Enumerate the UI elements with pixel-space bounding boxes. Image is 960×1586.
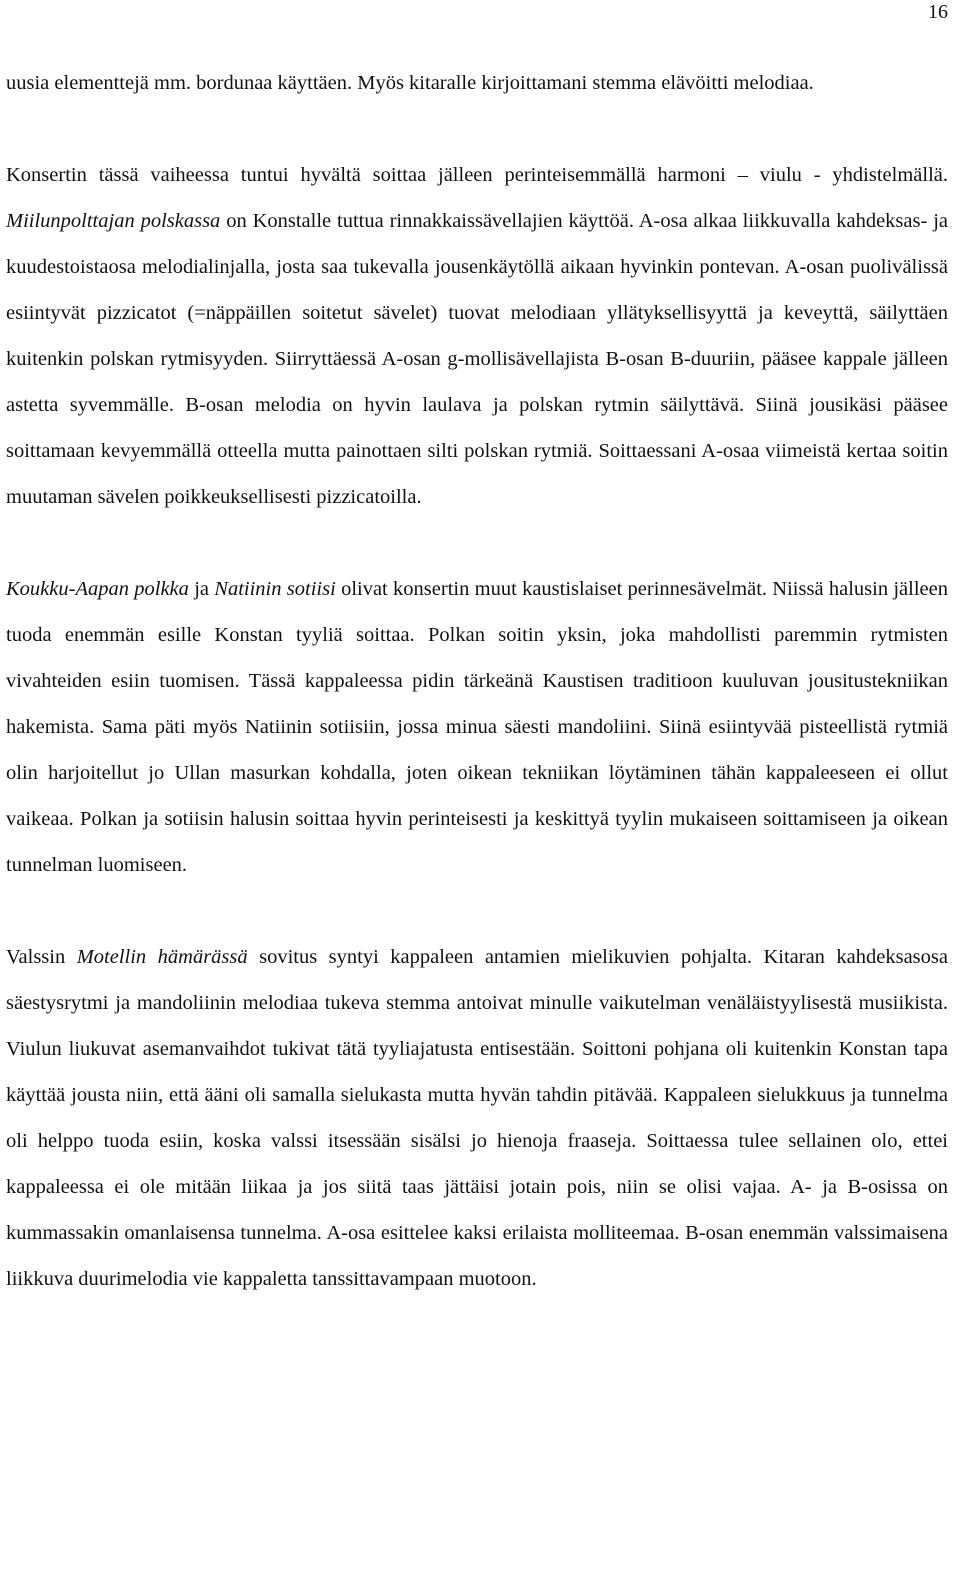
song-title: Koukku-Aapan polkka [6,578,189,600]
paragraph-text: sovitus syntyi kappaleen antamien mielikuvien pohjalta. Kitaran kahdeksasosa säestysrytmi ja mandoliinin melodiaa tukeva stemma antoivat minulle vaikutelman venäläistyylisestä musiikista. Viulun liukuvat asemanvaihdot tukivat tätä tyyliajatusta entisestään. Soittoni pohjana oli kuitenkin Konstan tapa käyttää jousta niin, että ääni oli samalla sielukasta mutta hyvän tahdin pitävää. Kappaleen sielukkuus ja tunnelma oli helppo tuoda esiin, koska valssi itsessään sisälsi jo hienoja fraaseja. Soittaessa tulee sellainen olo, ettei kappaleessa ei ole mitään liikaa ja jos siitä taas jättäisi jotain pois, niin se olisi vajaa. A- ja B-osissa on kummassakin omanlaisensa tunnelma. A-osa esittelee kaksi erilaista molliteemaa. B-osan enemmän valssimaisena liikkuva duurimelodia vie kappaletta tanssittavampaan muotoon. [6,946,948,1290]
paragraph-text: ja [188,578,215,600]
paragraph-text: Konsertin tässä vaiheessa tuntui hyvältä soittaa jälleen perinteisemmällä harmoni – viulu - yhdistelmällä. [6,164,948,186]
page-number: 16 [928,1,948,23]
document-body [6,60,948,1302]
song-title: Miilunpolttajan polskassa [6,210,221,232]
song-title: Motellin hämärässä [76,946,248,968]
paragraph-text: Valssin [6,946,77,968]
paragraph-polkka-sotiisi [6,566,948,888]
paragraph-valssi [6,934,948,1302]
paragraph-intro-continuation [6,60,948,106]
song-title: Natiinin sotiisi [214,578,336,600]
paragraph-text: uusia elementtejä mm. bordunaa käyttäen. Myös kitaralle kirjoittamani stemma elävöitti melodiaa. [6,72,814,94]
paragraph-text: on Konstalle tuttua rinnakkaissävellajien käyttöä. A-osa alkaa liikkuvalla kahdeksas- ja kuudestoistaosa melodialinjalla, josta saa tukevalla jousenkäytöllä aikaan hyvinkin pontevan. A-osan puolivälissä esiintyvät pizzicatot (=näppäillen soitetut sävelet) tuovat melodiaan yllätyksellisyyttä ja keveyttä, säilyttäen kuitenkin polskan rytmisyyden. Siirryttäessä A-osan g-mollisävellajista B-osan B-duuriin, pääsee kappale jälleen astetta syvemmälle. B-osan melodia on hyvin laulava ja polskan rytmin säilyttävä. Siinä jousikäsi pääsee soittamaan kevyemmällä otteella mutta painottaen silti polskan rytmiä. Soittaessani A-osaa viimeistä kertaa soitin muutaman sävelen poikkeuksellisesti pizzicatoilla. [6,210,948,508]
paragraph-miilunpolttajan-polska [6,152,948,520]
paragraph-text: olivat konsertin muut kaustislaiset perinnesävelmät. Niissä halusin jälleen tuoda enemmän esille Konstan tyyliä soittaa. Polkan soitin yksin, joka mahdollisti paremmin rytmisten vivahteiden esiin tuomisen. Tässä kappaleessa pidin tärkeänä Kaustisen traditioon kuuluvan jousitustekniikan hakemista. Sama päti myös Natiinin sotiisiin, jossa minua säesti mandoliini. Siinä esiintyvää pisteellistä rytmiä olin harjoitellut jo Ullan masurkan kohdalla, joten oikean tekniikan löytäminen tähän kappaleeseen ei ollut vaikeaa. Polkan ja sotiisin halusin soittaa hyvin perinteisesti ja keskittyä tyylin mukaiseen soittamiseen ja oikean tunnelman luomiseen. [6,578,948,876]
